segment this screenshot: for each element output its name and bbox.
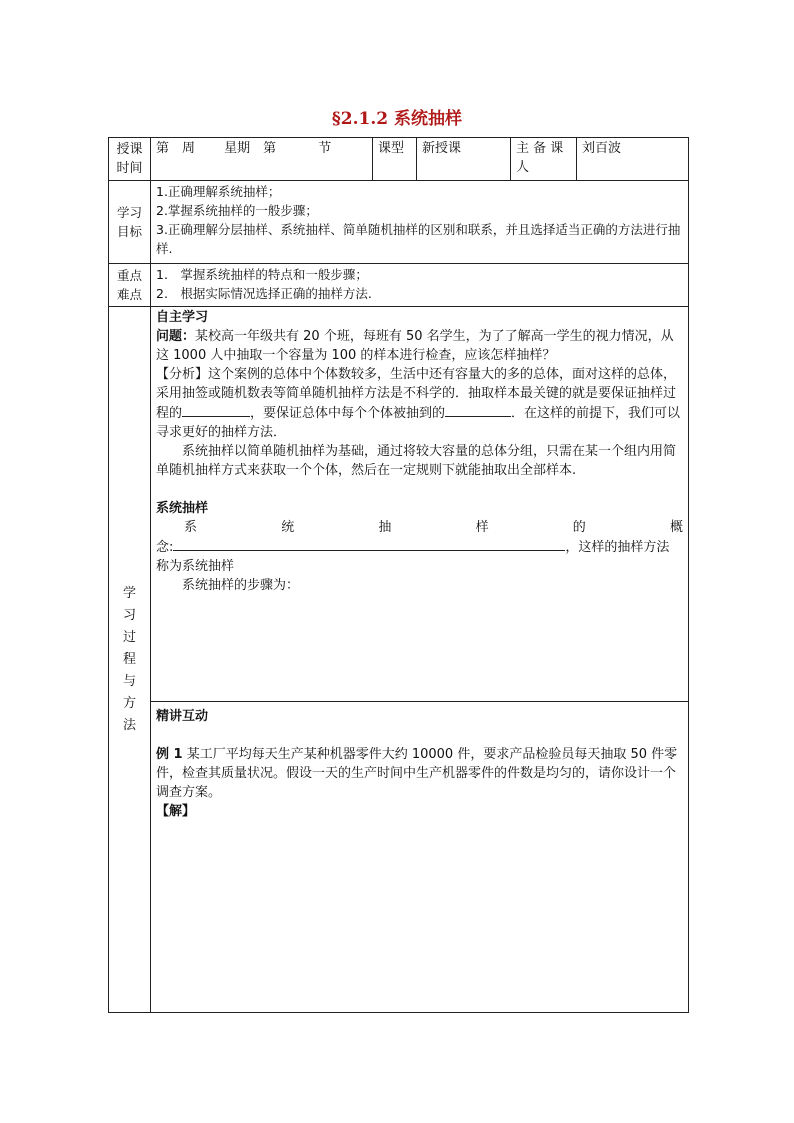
self-study-section bbox=[151, 307, 689, 702]
concept-word: 系 bbox=[184, 520, 198, 535]
goals-content bbox=[151, 181, 689, 264]
system-sampling-paragraph: 系统抽样以简单随机抽样为基础，通过将较大容量的总体分组，只需在某一个组内用简单随机抽样方式来获取一个个体，然后在一定规则下就能抽取出全部样本. bbox=[156, 444, 677, 478]
concept-line bbox=[156, 537, 683, 557]
fill-blank-1[interactable] bbox=[182, 403, 250, 417]
concept-heading: 系统抽样 bbox=[156, 501, 209, 516]
key-item: 2. 根据实际情况选择正确的抽样方法. bbox=[156, 286, 372, 301]
time-label: 授课时间 bbox=[109, 138, 151, 181]
problem-text: 某校高一年级共有 20 个班，每班有 50 名学生，为了了解高一学生的视力情况，从这 1000 人中抽取一个容量为 100 的样本进行检查，应该怎样抽样？ bbox=[156, 329, 674, 363]
keys-content bbox=[151, 264, 689, 307]
concept-word: 样 bbox=[475, 520, 489, 535]
concept-spread-line bbox=[156, 518, 683, 537]
type-value: 新授课 bbox=[417, 138, 511, 181]
concept-word: 统 bbox=[281, 520, 295, 535]
analysis-paragraph bbox=[156, 365, 683, 442]
interactive-row bbox=[109, 702, 689, 1013]
example-label: 例 1 bbox=[156, 747, 183, 762]
goals-label: 学习目标 bbox=[109, 181, 151, 264]
problem-label: 问题： bbox=[156, 329, 196, 344]
concept-word: 概 bbox=[669, 520, 683, 535]
concept-blank[interactable] bbox=[173, 537, 565, 551]
header-row bbox=[109, 138, 689, 181]
type-label: 课型 bbox=[373, 138, 417, 181]
keys-label: 重点难点 bbox=[109, 264, 151, 307]
key-item: 1. 掌握系统抽样的特点和一般步骤； bbox=[156, 267, 368, 282]
self-study-heading: 自主学习 bbox=[156, 310, 209, 325]
concept-word: 抽 bbox=[378, 520, 392, 535]
problem-paragraph bbox=[156, 327, 683, 365]
interactive-heading: 精讲互动 bbox=[156, 709, 209, 724]
preparer-label: 主 备 课人 bbox=[511, 138, 577, 181]
solution-label: 【解】 bbox=[156, 804, 196, 819]
analysis-text-a: 【分析】这个案例的总体中个体数较多，生活中还有容量大的多的总体，面对这样的总体，采用抽签或随机数表等简单随机抽样方法是不科学的．抽取样本最关键的就是要保证抽样过程的 bbox=[156, 367, 677, 421]
concept-tail: 称为系统抽样 bbox=[156, 559, 235, 574]
analysis-text-b: ，要保证总体中每个个体被抽到的 bbox=[250, 406, 446, 421]
lesson-plan-table bbox=[108, 137, 689, 1013]
steps-text: 系统抽样的步骤为： bbox=[182, 578, 300, 593]
analysis-text-c: ．在这样的前提下，我们可以寻求更好的抽样方法． bbox=[156, 406, 681, 440]
process-label: 学习过程与方法 bbox=[109, 307, 151, 1013]
fill-blank-2[interactable] bbox=[445, 403, 511, 417]
goal-item: 3.正确理解分层抽样、系统抽样、简单随机抽样的区别和联系，并且选择适当正确的方法进行抽样. bbox=[156, 222, 681, 256]
goal-item: 1.正确理解系统抽样； bbox=[156, 184, 281, 199]
concept-start: 念: bbox=[156, 540, 174, 555]
keys-row bbox=[109, 264, 689, 307]
goals-row bbox=[109, 181, 689, 264]
preparer-value: 刘百波 bbox=[577, 138, 689, 181]
example-text: 某工厂平均每天生产某种机器零件大约 10000 件，要求产品检验员每天抽取 50 件零件，检查其质量状况。假设一天的生产时间中生产机器零件的件数是均匀的，请你设计一个调查方案。 bbox=[156, 747, 678, 800]
time-value: 第 周 星期 第 节 bbox=[151, 138, 373, 181]
interactive-section bbox=[151, 702, 689, 1013]
goal-item: 2.掌握系统抽样的一般步骤； bbox=[156, 203, 318, 218]
document-title: §2.1.2 系统抽样 bbox=[331, 109, 463, 129]
example-paragraph bbox=[156, 745, 683, 802]
concept-end: ，这样的抽样方法 bbox=[565, 540, 670, 555]
self-study-row bbox=[109, 307, 689, 702]
concept-word: 的 bbox=[572, 520, 586, 535]
